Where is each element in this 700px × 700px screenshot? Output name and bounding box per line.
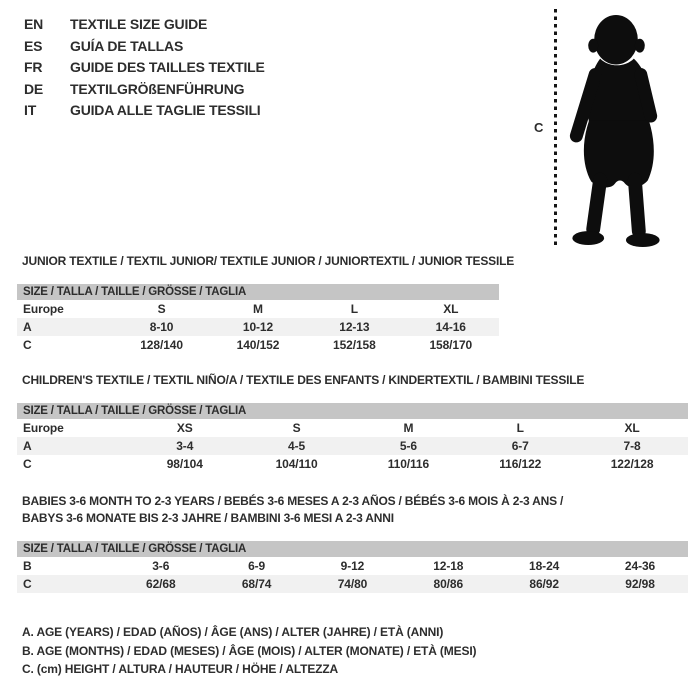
table-row [17,419,688,437]
size-cell: L [350,302,358,316]
row-label: B [23,559,32,573]
table-row [17,455,688,473]
measure-c-label: C [534,120,544,135]
size-cell: 80/86 [400,575,496,593]
tables-section [0,255,700,679]
size-cell: 158/170 [429,338,473,352]
language-code: ES [24,37,43,54]
language-label: GUÍA DE TALLAS [70,37,184,54]
table-title-line: CHILDREN'S TEXTILE / TEXTIL NIÑO/A / TEXTILE DES ENFANTS / KINDERTEXTIL / BAMBINI TESSILE [22,373,585,387]
size-cell: S [157,302,166,316]
size-cell: XL [624,421,640,435]
size-cell: S [292,421,301,435]
size-cell: M [403,421,414,435]
size-cell: 14-16 [403,318,499,336]
table-row [17,557,688,575]
language-row [24,14,265,36]
size-cell: 110/116 [387,457,430,471]
table-row [17,318,499,336]
size-cell: 68/74 [209,575,305,593]
size-cell: 98/104 [166,457,203,471]
size-cell: 122/128 [610,457,654,471]
size-cell: 116/122 [499,457,542,471]
table-header-row [17,541,688,557]
table-row [17,575,688,593]
junior-size-table [17,284,499,354]
table-header-row [17,284,499,300]
size-cell: 12-18 [433,559,464,573]
size-cell: 104/110 [275,457,318,471]
size-cell: 18-24 [529,559,560,573]
children-textile-section [17,374,688,473]
toddler-silhouette-icon [565,9,669,247]
language-row [24,57,265,79]
table-header-row [17,403,688,419]
babies-size-table [17,541,688,593]
language-code: FR [24,59,43,75]
table-title-line: JUNIOR TEXTILE / TEXTIL JUNIOR/ TEXTILE JUNIOR / JUNIORTEXTIL / JUNIOR TESSILE [22,254,515,268]
size-cell: 4-5 [241,437,353,455]
height-measure-line [554,9,557,246]
footnote-b: B. AGE (MONTHS) / EDAD (MESES) / ÂGE (MOIS) / ALTER (MONATE) / ETÀ (MESI) [22,643,477,658]
row-label: A [17,437,129,455]
language-label: GUIDE DES TAILLES TEXTILE [70,59,265,75]
table-size-header: SIZE / TALLA / TAILLE / GRÖSSE / TAGLIA [17,541,688,557]
row-label: A [17,318,113,336]
measurement-figure [520,5,690,248]
table-title [22,493,688,527]
header-section [0,0,700,250]
size-cell: 6-7 [464,437,576,455]
table-title-line: BABYS 3-6 MONATE BIS 2-3 JAHRE / BAMBINI 3-6 MESI A 2-3 ANNI [22,511,394,525]
size-cell: 92/98 [592,575,688,593]
footnote-a: A. AGE (YEARS) / EDAD (AÑOS) / ÂGE (ANS) / ALTER (JAHRE) / ETÀ (ANNI) [22,625,444,639]
language-list [24,14,265,122]
language-row [24,79,265,101]
size-cell: 3-6 [152,559,170,573]
size-cell: 10-12 [210,318,306,336]
size-cell: 5-6 [352,437,464,455]
footnote-c: C. (cm) HEIGHT / ALTURA / HAUTEUR / HÖHE / ALTEZZA [22,662,339,676]
language-code: DE [24,80,44,97]
size-cell: 7-8 [576,437,688,455]
table-row [17,336,499,354]
table-row [17,437,688,455]
language-label: GUIDA ALLE TAGLIE TESSILI [70,102,261,118]
table-title [22,374,688,387]
size-cell: XL [443,302,459,316]
row-label: C [23,338,32,352]
size-cell: 9-12 [340,559,365,573]
table-size-header: SIZE / TALLA / TAILLE / GRÖSSE / TAGLIA [17,284,499,300]
size-cell: 128/140 [140,338,183,352]
row-label: Europe [23,421,64,435]
table-title [22,255,688,268]
row-label: C [17,575,113,593]
table-row [17,300,499,318]
size-cell: 3-4 [129,437,241,455]
language-code: EN [24,16,44,32]
size-cell: 74/80 [305,575,401,593]
size-cell: 12-13 [306,318,402,336]
table-size-header: SIZE / TALLA / TAILLE / GRÖSSE / TAGLIA [17,403,688,419]
children-size-table [17,403,688,473]
babies-textile-section [17,493,688,593]
language-row [24,36,265,58]
row-label: C [23,457,32,471]
size-cell: 8-10 [113,318,209,336]
row-label: Europe [23,302,64,316]
footnotes [22,623,688,679]
size-cell: 140/152 [236,338,280,352]
size-cell: 6-9 [248,559,266,573]
size-cell: 86/92 [496,575,592,593]
size-cell: 24-36 [624,559,656,573]
size-cell: M [253,302,263,316]
junior-textile-section [17,255,688,354]
size-cell: 152/158 [333,338,376,352]
language-row [24,100,265,122]
size-cell: XS [176,421,193,435]
language-code: IT [24,102,37,118]
language-label: TEXTILGRÖßENFÜHRUNG [70,80,245,97]
size-cell: 62/68 [113,575,209,593]
table-title-line: BABIES 3-6 MONTH TO 2-3 YEARS / BEBÉS 3-6 MESES A 2-3 AÑOS / BÉBÉS 3-6 MOIS À 2-3 ANS / [22,494,564,508]
size-cell: L [516,421,524,435]
language-label: TEXTILE SIZE GUIDE [70,16,208,32]
